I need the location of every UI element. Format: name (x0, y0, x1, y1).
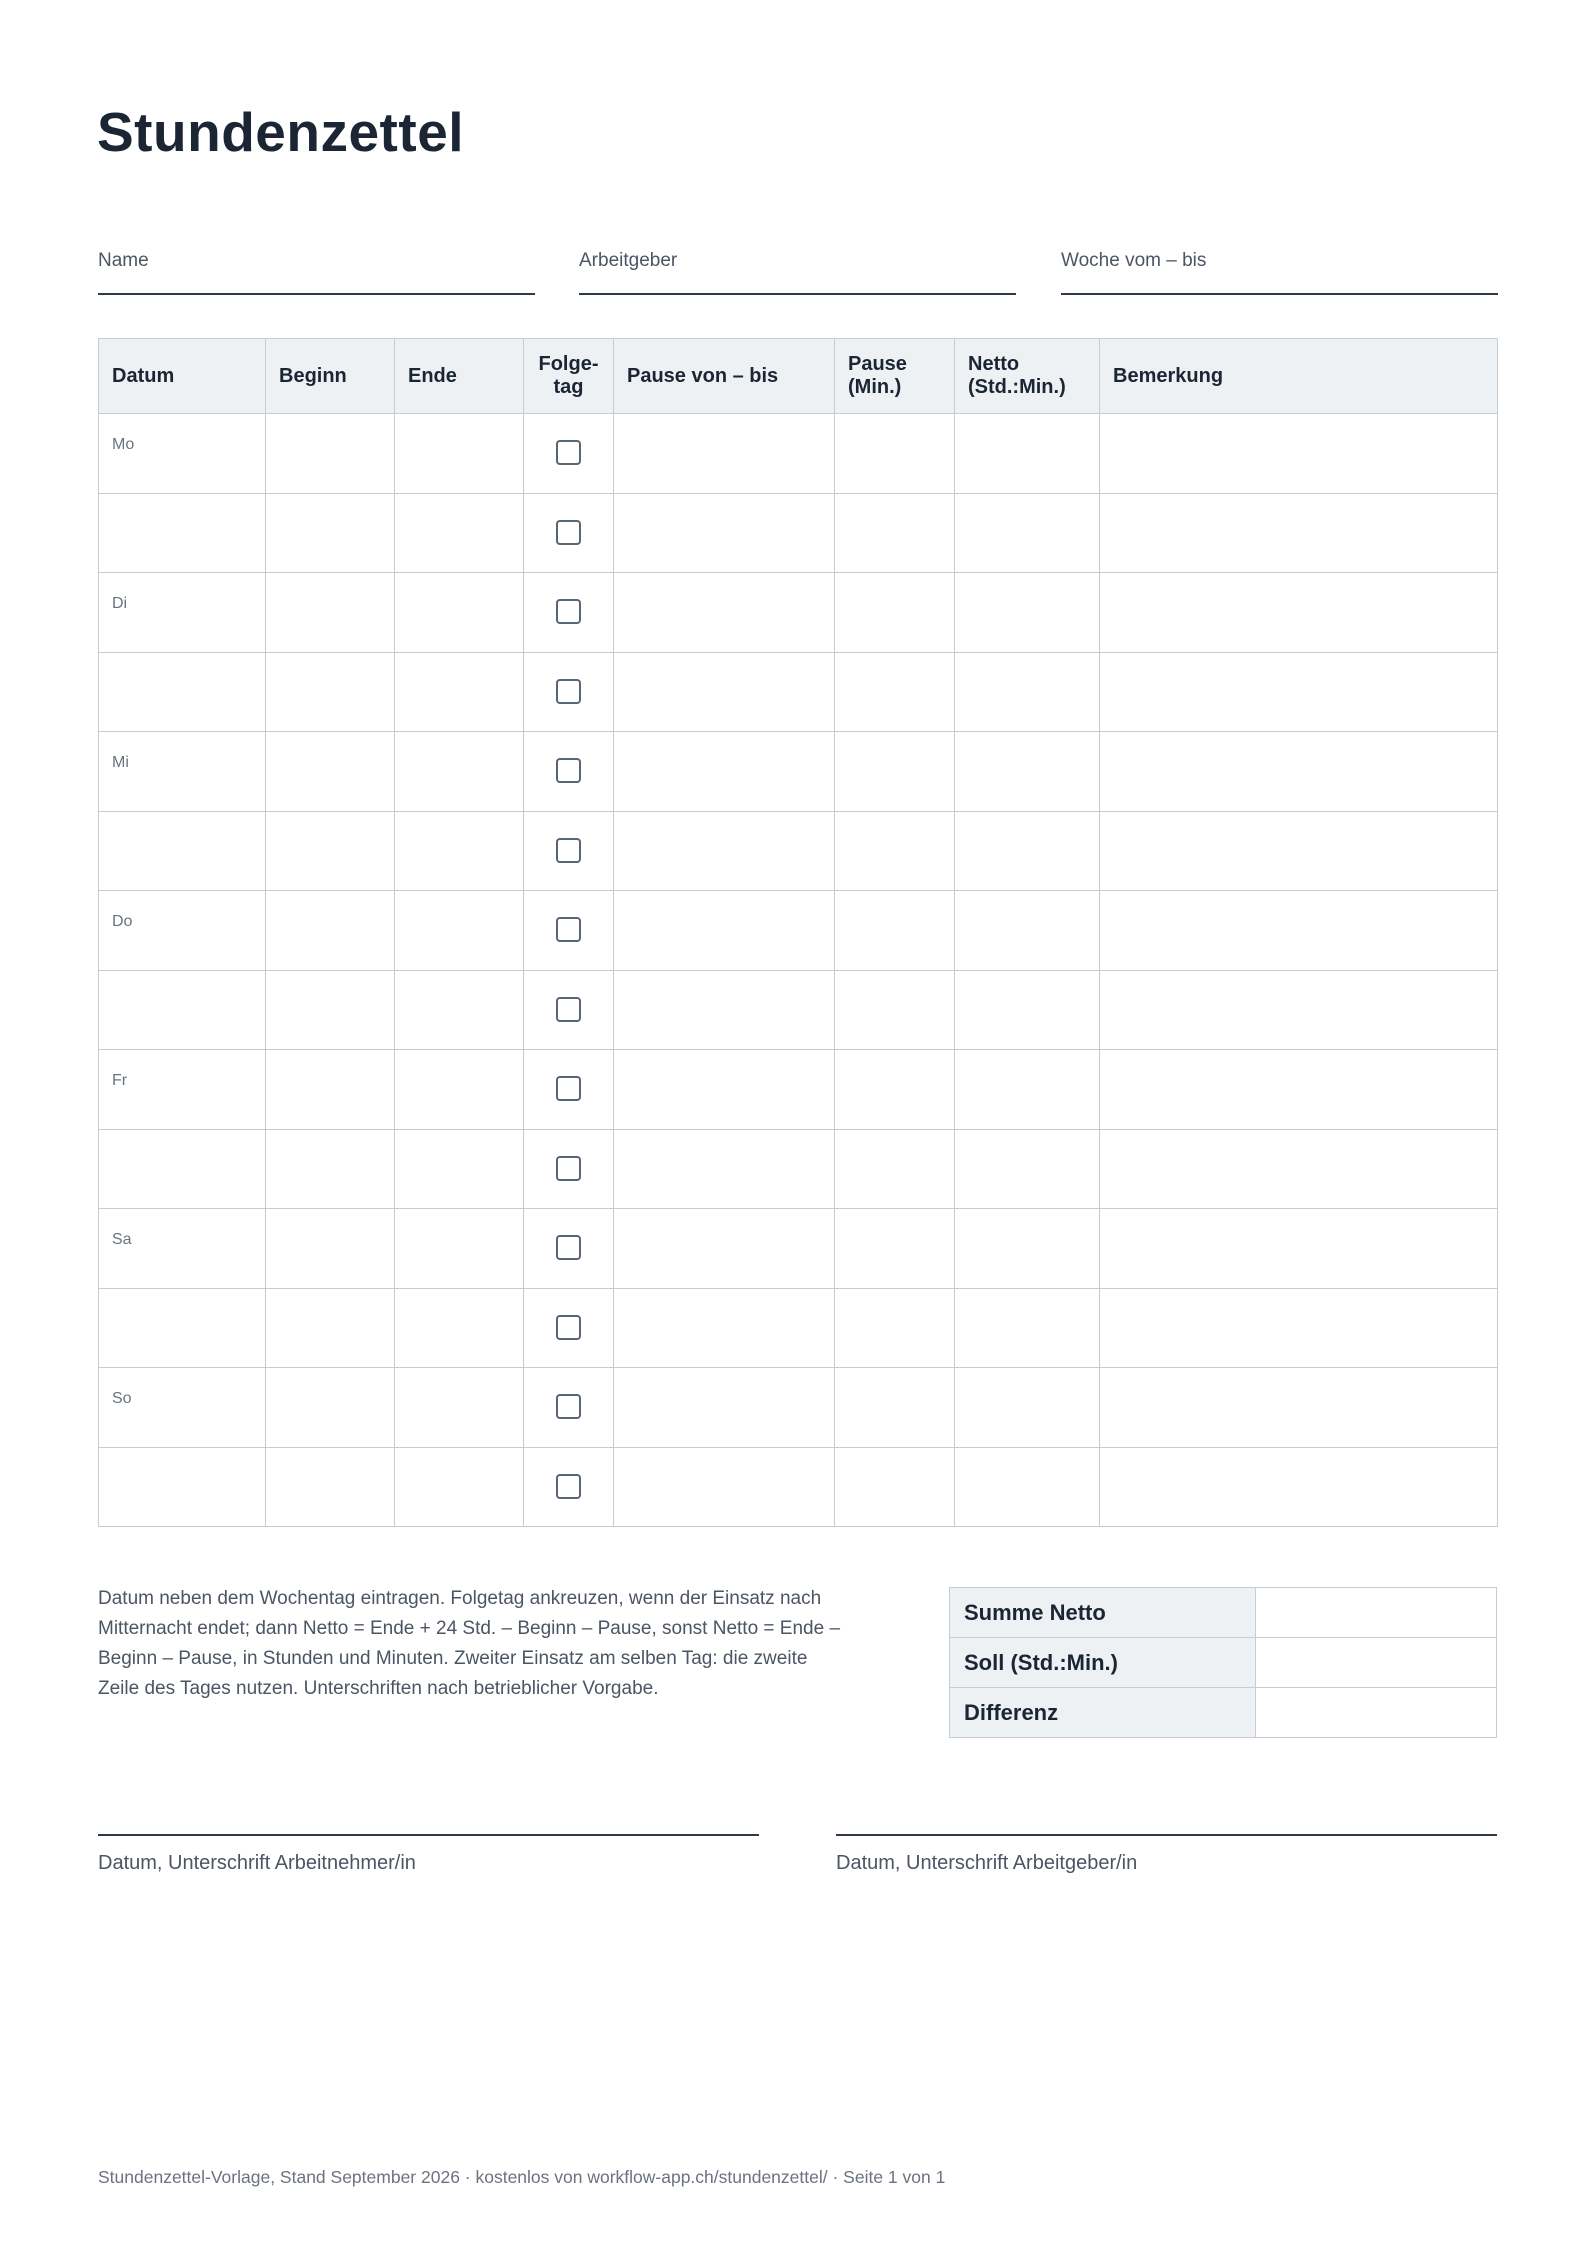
table-row (99, 414, 1498, 494)
weekday-label (99, 812, 265, 834)
date-cell[interactable] (99, 652, 266, 732)
pause-range-cell[interactable] (614, 652, 835, 732)
nextday-cell (524, 1447, 614, 1527)
net-cell[interactable] (955, 970, 1100, 1050)
start-cell[interactable] (266, 732, 395, 812)
net-cell[interactable] (955, 811, 1100, 891)
table-row (99, 1050, 1498, 1130)
header-pause-range: Pause von – bis (614, 339, 835, 414)
end-cell[interactable] (395, 732, 524, 812)
start-cell[interactable] (266, 891, 395, 971)
table-row (99, 732, 1498, 812)
end-cell[interactable] (395, 1368, 524, 1448)
remark-cell[interactable] (1100, 811, 1498, 891)
header-date: Datum (99, 339, 266, 414)
remark-cell[interactable] (1100, 1129, 1498, 1209)
nextday-checkbox[interactable] (556, 520, 581, 545)
pause-range-cell[interactable] (614, 1368, 835, 1448)
table-row (99, 652, 1498, 732)
pause-range-cell[interactable] (614, 732, 835, 812)
nextday-cell (524, 573, 614, 653)
pause-min-cell[interactable] (835, 1129, 955, 1209)
pause-range-cell[interactable] (614, 970, 835, 1050)
weekday-label: Mi (112, 754, 129, 771)
weekday-label: Do (112, 913, 133, 930)
pause-min-cell[interactable] (835, 1050, 955, 1130)
end-cell[interactable] (395, 573, 524, 653)
header-net-line1: Netto (968, 353, 1020, 375)
end-cell[interactable] (395, 811, 524, 891)
table-row (99, 1209, 1498, 1289)
end-cell[interactable] (395, 652, 524, 732)
weekday-label: Fr (112, 1072, 128, 1089)
net-cell[interactable] (955, 732, 1100, 812)
pause-min-cell[interactable] (835, 970, 955, 1050)
table-row (99, 1368, 1498, 1448)
pause-range-cell[interactable] (614, 1129, 835, 1209)
pause-min-cell[interactable] (835, 891, 955, 971)
table-row (99, 573, 1498, 653)
weekday-label (99, 653, 265, 675)
remark-cell[interactable] (1100, 891, 1498, 971)
remark-cell[interactable] (1100, 1368, 1498, 1448)
remark-cell[interactable] (1100, 970, 1498, 1050)
nextday-cell (524, 1209, 614, 1289)
nextday-cell (524, 1050, 614, 1130)
remark-cell[interactable] (1100, 1288, 1498, 1368)
date-cell[interactable] (99, 970, 266, 1050)
pause-min-cell[interactable] (835, 493, 955, 573)
weekday-label (99, 1130, 265, 1152)
timesheet-table (98, 338, 1498, 1527)
end-cell[interactable] (395, 970, 524, 1050)
header-net-line2: (Std.:Min.) (968, 376, 1066, 398)
nextday-checkbox[interactable] (556, 440, 581, 465)
pause-min-cell[interactable] (835, 811, 955, 891)
nextday-cell (524, 732, 614, 812)
date-cell[interactable] (99, 573, 266, 653)
target-label: Soll (Std.:Min.) (950, 1638, 1256, 1688)
name-label: Name (98, 250, 149, 271)
week-label: Woche vom – bis (1061, 250, 1207, 271)
table-row (99, 493, 1498, 573)
net-cell[interactable] (955, 414, 1100, 494)
nextday-checkbox[interactable] (556, 1156, 581, 1181)
nextday-checkbox[interactable] (556, 1474, 581, 1499)
net-cell[interactable] (955, 493, 1100, 573)
start-cell[interactable] (266, 1368, 395, 1448)
nextday-cell (524, 493, 614, 573)
employee-signature-line[interactable] (98, 1834, 759, 1836)
nextday-cell (524, 891, 614, 971)
header-nextday-line1: Folge- (538, 353, 599, 375)
pause-range-cell[interactable] (614, 811, 835, 891)
start-cell[interactable] (266, 1209, 395, 1289)
start-cell[interactable] (266, 970, 395, 1050)
net-cell[interactable] (955, 1050, 1100, 1130)
name-field[interactable] (98, 250, 535, 295)
weekday-label (99, 1448, 265, 1470)
net-cell[interactable] (955, 1447, 1100, 1527)
date-cell[interactable] (99, 811, 266, 891)
net-cell[interactable] (955, 1288, 1100, 1368)
summary-table (949, 1587, 1497, 1738)
difference-label: Differenz (950, 1688, 1256, 1738)
weekday-label: Mo (112, 436, 135, 453)
date-cell[interactable] (99, 1447, 266, 1527)
weekday-label (99, 1289, 265, 1311)
table-row (99, 1447, 1498, 1527)
nextday-cell (524, 414, 614, 494)
date-cell[interactable] (99, 1288, 266, 1368)
nextday-cell (524, 811, 614, 891)
summary-row-target (950, 1638, 1497, 1688)
nextday-checkbox[interactable] (556, 758, 581, 783)
pause-range-cell[interactable] (614, 1447, 835, 1527)
table-row (99, 970, 1498, 1050)
pause-range-cell[interactable] (614, 493, 835, 573)
end-cell[interactable] (395, 1129, 524, 1209)
header-nextday-line2: tag (553, 376, 584, 398)
pause-range-cell[interactable] (614, 891, 835, 971)
start-cell[interactable] (266, 1447, 395, 1527)
header-pause-min-line2: (Min.) (848, 376, 902, 398)
start-cell[interactable] (266, 1129, 395, 1209)
nextday-checkbox[interactable] (556, 599, 581, 624)
header-end: Ende (395, 339, 524, 414)
pause-min-cell[interactable] (835, 1209, 955, 1289)
nextday-checkbox[interactable] (556, 1235, 581, 1260)
remark-cell[interactable] (1100, 1209, 1498, 1289)
pause-range-cell[interactable] (614, 1288, 835, 1368)
pause-min-cell[interactable] (835, 573, 955, 653)
nextday-cell (524, 1129, 614, 1209)
end-cell[interactable] (395, 1050, 524, 1130)
summary-row-sum (950, 1588, 1497, 1638)
nextday-cell (524, 652, 614, 732)
table-header-row (99, 339, 1498, 414)
start-cell[interactable] (266, 652, 395, 732)
pause-range-cell[interactable] (614, 573, 835, 653)
start-cell[interactable] (266, 414, 395, 494)
week-field[interactable] (1061, 250, 1498, 295)
pause-range-cell[interactable] (614, 1209, 835, 1289)
net-cell[interactable] (955, 652, 1100, 732)
remark-cell[interactable] (1100, 493, 1498, 573)
pause-min-cell[interactable] (835, 1447, 955, 1527)
end-cell[interactable] (395, 1209, 524, 1289)
end-cell[interactable] (395, 1447, 524, 1527)
date-cell[interactable] (99, 1050, 266, 1130)
table-row (99, 1129, 1498, 1209)
header-pause-min-line1: Pause (848, 353, 907, 375)
remark-cell[interactable] (1100, 652, 1498, 732)
nextday-cell (524, 1288, 614, 1368)
nextday-checkbox[interactable] (556, 1076, 581, 1101)
pause-min-cell[interactable] (835, 732, 955, 812)
pause-min-cell[interactable] (835, 652, 955, 732)
header-start: Beginn (266, 339, 395, 414)
date-cell[interactable] (99, 732, 266, 812)
nextday-checkbox[interactable] (556, 1315, 581, 1340)
date-cell[interactable] (99, 891, 266, 971)
employer-label: Arbeitgeber (579, 250, 678, 271)
target-value-cell[interactable] (1256, 1638, 1497, 1688)
table-row (99, 811, 1498, 891)
date-cell[interactable] (99, 1129, 266, 1209)
start-cell[interactable] (266, 493, 395, 573)
instructions-note: Datum neben dem Wochentag eintragen. Folgetag ankreuzen, wenn der Einsatz nach Mitternacht endet; dann Netto = Ende + 24 Std. – Beginn – Pause, sonst Netto = Ende – Beginn – Pause, in Stunden und Minuten. Zweiter Einsatz am selben Tag: die zweite Zeile des Tages nutzen. Unterschriften nach betrieblicher Vorgabe. (98, 1588, 841, 1699)
end-cell[interactable] (395, 891, 524, 971)
start-cell[interactable] (266, 1288, 395, 1368)
header-pause-min (835, 339, 955, 414)
net-cell[interactable] (955, 1129, 1100, 1209)
page-footer: Stundenzettel-Vorlage, Stand September 2026 · kostenlos von workflow-app.ch/stundenzettel/ · Seite 1 von 1 (98, 2167, 946, 2187)
date-cell[interactable] (99, 493, 266, 573)
net-cell[interactable] (955, 573, 1100, 653)
remark-cell[interactable] (1100, 732, 1498, 812)
weekday-label: Sa (112, 1231, 132, 1248)
pause-min-cell[interactable] (835, 1368, 955, 1448)
employer-signature-label: Datum, Unterschrift Arbeitgeber/in (836, 1852, 1138, 1874)
pause-range-cell[interactable] (614, 414, 835, 494)
sum-net-value-cell[interactable] (1256, 1588, 1497, 1638)
nextday-checkbox[interactable] (556, 917, 581, 942)
date-cell[interactable] (99, 1368, 266, 1448)
end-cell[interactable] (395, 414, 524, 494)
start-cell[interactable] (266, 811, 395, 891)
table-row (99, 891, 1498, 971)
net-cell[interactable] (955, 1209, 1100, 1289)
date-cell[interactable] (99, 1209, 266, 1289)
header-nextday (524, 339, 614, 414)
employer-signature-line[interactable] (836, 1834, 1497, 1836)
table-row (99, 1288, 1498, 1368)
end-cell[interactable] (395, 1288, 524, 1368)
date-cell[interactable] (99, 414, 266, 494)
sum-net-label: Summe Netto (950, 1588, 1256, 1638)
weekday-label (99, 494, 265, 516)
net-cell[interactable] (955, 891, 1100, 971)
nextday-checkbox[interactable] (556, 997, 581, 1022)
employee-signature-label: Datum, Unterschrift Arbeitnehmer/in (98, 1852, 416, 1874)
employer-field[interactable] (579, 250, 1016, 295)
remark-cell[interactable] (1100, 1050, 1498, 1130)
weekday-label (99, 971, 265, 993)
header-net (955, 339, 1100, 414)
pause-min-cell[interactable] (835, 414, 955, 494)
nextday-cell (524, 1368, 614, 1448)
header-remark: Bemerkung (1100, 339, 1498, 414)
page-title: Stundenzettel (97, 101, 465, 163)
start-cell[interactable] (266, 573, 395, 653)
remark-cell[interactable] (1100, 573, 1498, 653)
nextday-checkbox[interactable] (556, 679, 581, 704)
nextday-checkbox[interactable] (556, 1394, 581, 1419)
weekday-label: So (112, 1390, 132, 1407)
nextday-checkbox[interactable] (556, 838, 581, 863)
weekday-label: Di (112, 595, 128, 612)
summary-row-difference (950, 1688, 1497, 1738)
start-cell[interactable] (266, 1050, 395, 1130)
end-cell[interactable] (395, 493, 524, 573)
pause-range-cell[interactable] (614, 1050, 835, 1130)
pause-min-cell[interactable] (835, 1288, 955, 1368)
net-cell[interactable] (955, 1368, 1100, 1448)
nextday-cell (524, 970, 614, 1050)
remark-cell[interactable] (1100, 414, 1498, 494)
difference-value-cell[interactable] (1256, 1688, 1497, 1738)
remark-cell[interactable] (1100, 1447, 1498, 1527)
